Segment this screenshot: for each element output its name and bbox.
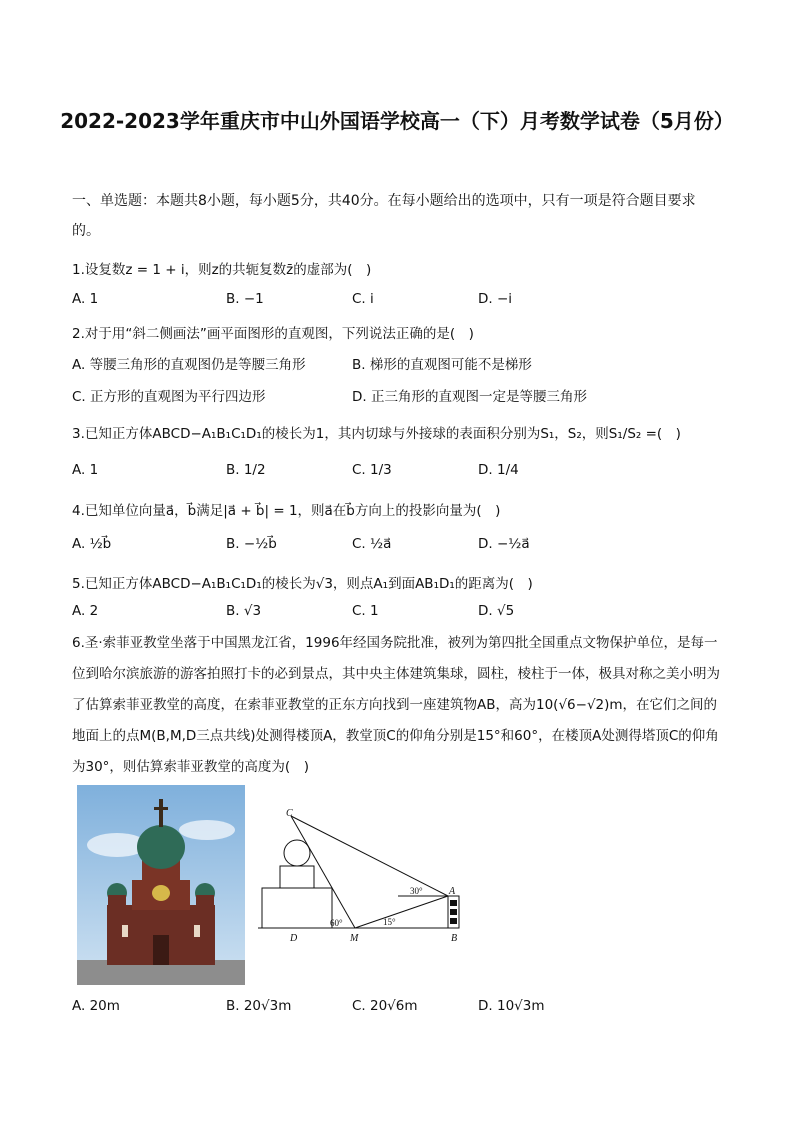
label-d: D: [290, 933, 298, 944]
section-heading: 一、单选题：本题共8小题，每小题5分，共40分。在每小题给出的选项中，只有一项是符合题目要求的。: [72, 193, 696, 239]
q2-option-a: A. 等腰三角形的直观图仍是等腰三角形: [72, 357, 306, 373]
church-dome: [284, 840, 310, 866]
question-4-stem: 4.已知单位向量a⃗，b⃗满足|a⃗ + b⃗| = 1，则a⃗在b⃗方向上的投影向量为( ): [72, 503, 501, 519]
church-photo: [77, 785, 245, 985]
label-m: M: [350, 933, 359, 944]
question-1-stem: 1.设复数z = 1 + i，则z的共轭复数z̄的虚部为( ): [72, 262, 372, 278]
question-3-stem: 3.已知正方体ABCD−A₁B₁C₁D₁的棱长为1，其内切球与外接球的表面积分别为S₁，S₂，则S₁/S₂ =( ): [72, 426, 681, 442]
q2-option-d: D. 正三角形的直观图一定是等腰三角形: [352, 389, 587, 405]
q3-option-a: A. 1: [72, 462, 99, 478]
q5-option-d: D. √5: [478, 603, 515, 619]
page-title: 2022-2023学年重庆市中山外国语学校高一（下）月考数学试卷（5月份）: [60, 109, 734, 133]
q3-option-c: C. 1/3: [352, 462, 392, 478]
church-base: [262, 888, 332, 928]
label-c: C: [286, 808, 293, 819]
church-middle: [280, 866, 314, 888]
q1-option-b: B. −1: [226, 291, 264, 307]
geometry-diagram: [258, 808, 468, 946]
window-3: [450, 918, 457, 924]
q5-option-a: A. 2: [72, 603, 99, 619]
window-1: [450, 900, 457, 906]
question-6-stem: 6.圣·索菲亚教堂坐落于中国黑龙江省，1996年经国务院批准，被列为第四批全国重点文物保护单位，是每一位到哈尔滨旅游的游客拍照打卡的必到景点，其中央主体建筑集球，圆柱，棱柱于一体，极具对称之美小明为了估算索菲亚教堂的高度，在索菲亚教堂的正东方向找到一座建筑物AB，高为10(√6−√2)m，在它们之间的地面上的点M(B,M,D三点共线)处测得楼顶A，教堂顶C的仰角分别是15°和60°，在楼顶A处测得塔顶C的仰角为30°，则估算索菲亚教堂的高度为( ): [72, 635, 720, 775]
q4-option-c: C. ½a⃗: [352, 536, 392, 552]
q6-option-c: C. 20√6m: [352, 998, 418, 1014]
line-ma: [355, 896, 448, 928]
angle-60: 60°: [330, 918, 343, 928]
q6-option-d: D. 10√3m: [478, 998, 545, 1014]
label-a: A: [449, 886, 456, 897]
q5-option-c: C. 1: [352, 603, 379, 619]
q2-option-c: C. 正方形的直观图为平行四边形: [72, 389, 266, 405]
q3-option-d: D. 1/4: [478, 462, 519, 478]
q4-option-d: D. −½a⃗: [478, 536, 530, 552]
window-2: [450, 909, 457, 915]
q1-option-c: C. i: [352, 291, 374, 307]
q1-option-a: A. 1: [72, 291, 99, 307]
label-b: B: [451, 933, 458, 944]
q3-option-b: B. 1/2: [226, 462, 266, 478]
line-ca: [291, 816, 448, 896]
question-5-stem: 5.已知正方体ABCD−A₁B₁C₁D₁的棱长为√3，则点A₁到面AB₁D₁的距离为( ): [72, 576, 533, 592]
q6-option-a: A. 20m: [72, 998, 120, 1014]
q4-option-a: A. ½b⃗: [72, 536, 112, 552]
q4-option-b: B. −½b⃗: [226, 536, 277, 552]
question-2-stem: 2.对于用“斜二侧画法”画平面图形的直观图，下列说法正确的是( ): [72, 326, 474, 342]
angle-15: 15°: [383, 917, 396, 927]
q1-option-d: D. −i: [478, 291, 513, 307]
q6-option-b: B. 20√3m: [226, 998, 292, 1014]
q2-option-b: B. 梯形的直观图可能不是梯形: [352, 357, 532, 373]
q5-option-b: B. √3: [226, 603, 262, 619]
angle-30: 30°: [410, 886, 423, 896]
